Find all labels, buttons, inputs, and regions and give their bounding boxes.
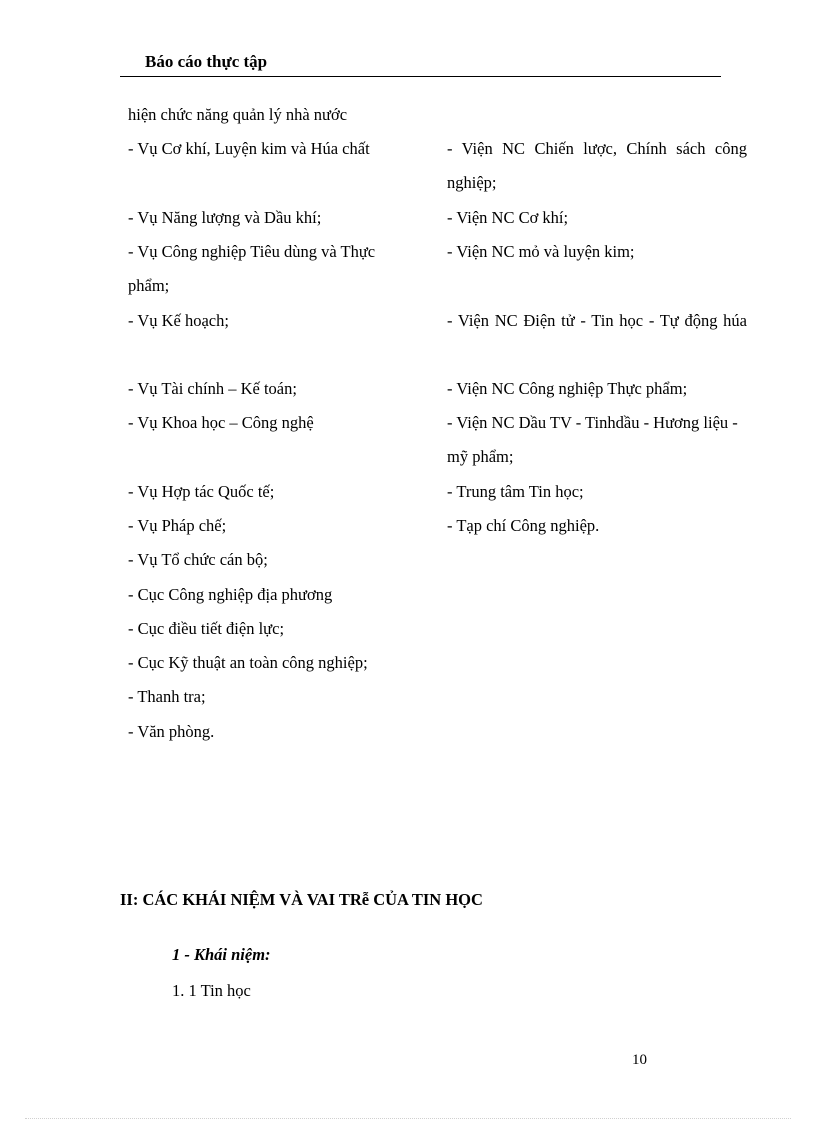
left-list-item: - Cục điều tiết điện lực; xyxy=(128,619,285,638)
left-list-item: - Vụ Pháp chế; xyxy=(128,516,227,535)
left-list-item: - Vụ Khoa học – Công nghệ xyxy=(128,413,314,432)
intro-line: hiện chức năng quản lý nhà nước xyxy=(128,105,348,124)
right-list-item: - Viện NC Công nghiệp Thực phẩm; xyxy=(447,379,688,398)
page-bottom-border xyxy=(25,1118,791,1119)
right-list-item: - Viện NC Chiến lược, Chính sách công nghiệp; xyxy=(447,139,747,192)
header-divider xyxy=(120,76,721,77)
left-list-item: - Thanh tra; xyxy=(128,687,206,706)
left-list-item: - Vụ Kế hoạch; xyxy=(128,311,229,330)
right-list-item: - Tạp chí Công nghiệp. xyxy=(447,516,600,535)
section-heading: II: CÁC KHÁI NIỆM VÀ VAI TRễ CỦA TIN HỌC xyxy=(120,890,483,909)
right-list-item: - Viện NC Dầu TV - Tinhdầu - Hương liệu - mỹ phẩm; xyxy=(447,413,738,466)
right-list-item: - Viện NC Điện tử - Tin học - Tự động húa xyxy=(447,311,747,330)
left-list-item: - Vụ Hợp tác Quốc tế; xyxy=(128,482,275,501)
left-list-item: - Vụ Công nghiệp Tiêu dùng và Thực xyxy=(128,242,376,261)
left-list-item: - Vụ Cơ khí, Luyện kim và Húa chất xyxy=(128,139,370,158)
left-list-item: phẩm; xyxy=(128,276,170,295)
left-list-item: - Vụ Tổ chức cán bộ; xyxy=(128,550,268,569)
left-list-item: - Văn phòng. xyxy=(128,722,215,741)
page-header-title: Báo cáo thực tập xyxy=(145,52,268,71)
left-list-item: - Cục Kỹ thuật an toàn công nghiệp; xyxy=(128,653,368,672)
right-list-item: - Viện NC mỏ và luyện kim; xyxy=(447,242,635,261)
subsection-heading: 1 - Khái niệm: xyxy=(172,945,271,964)
right-list-item: - Viện NC Cơ khí; xyxy=(447,208,569,227)
left-list-item: - Cục Công nghiệp địa phương xyxy=(128,585,333,604)
subsubsection-heading: 1. 1 Tin học xyxy=(172,981,251,1000)
left-list-item: - Vụ Năng lượng và Dầu khí; xyxy=(128,208,322,227)
page-number: 10 xyxy=(632,1052,647,1068)
left-list-item: - Vụ Tài chính – Kế toán; xyxy=(128,379,297,398)
right-list-item: - Trung tâm Tin học; xyxy=(447,482,584,501)
